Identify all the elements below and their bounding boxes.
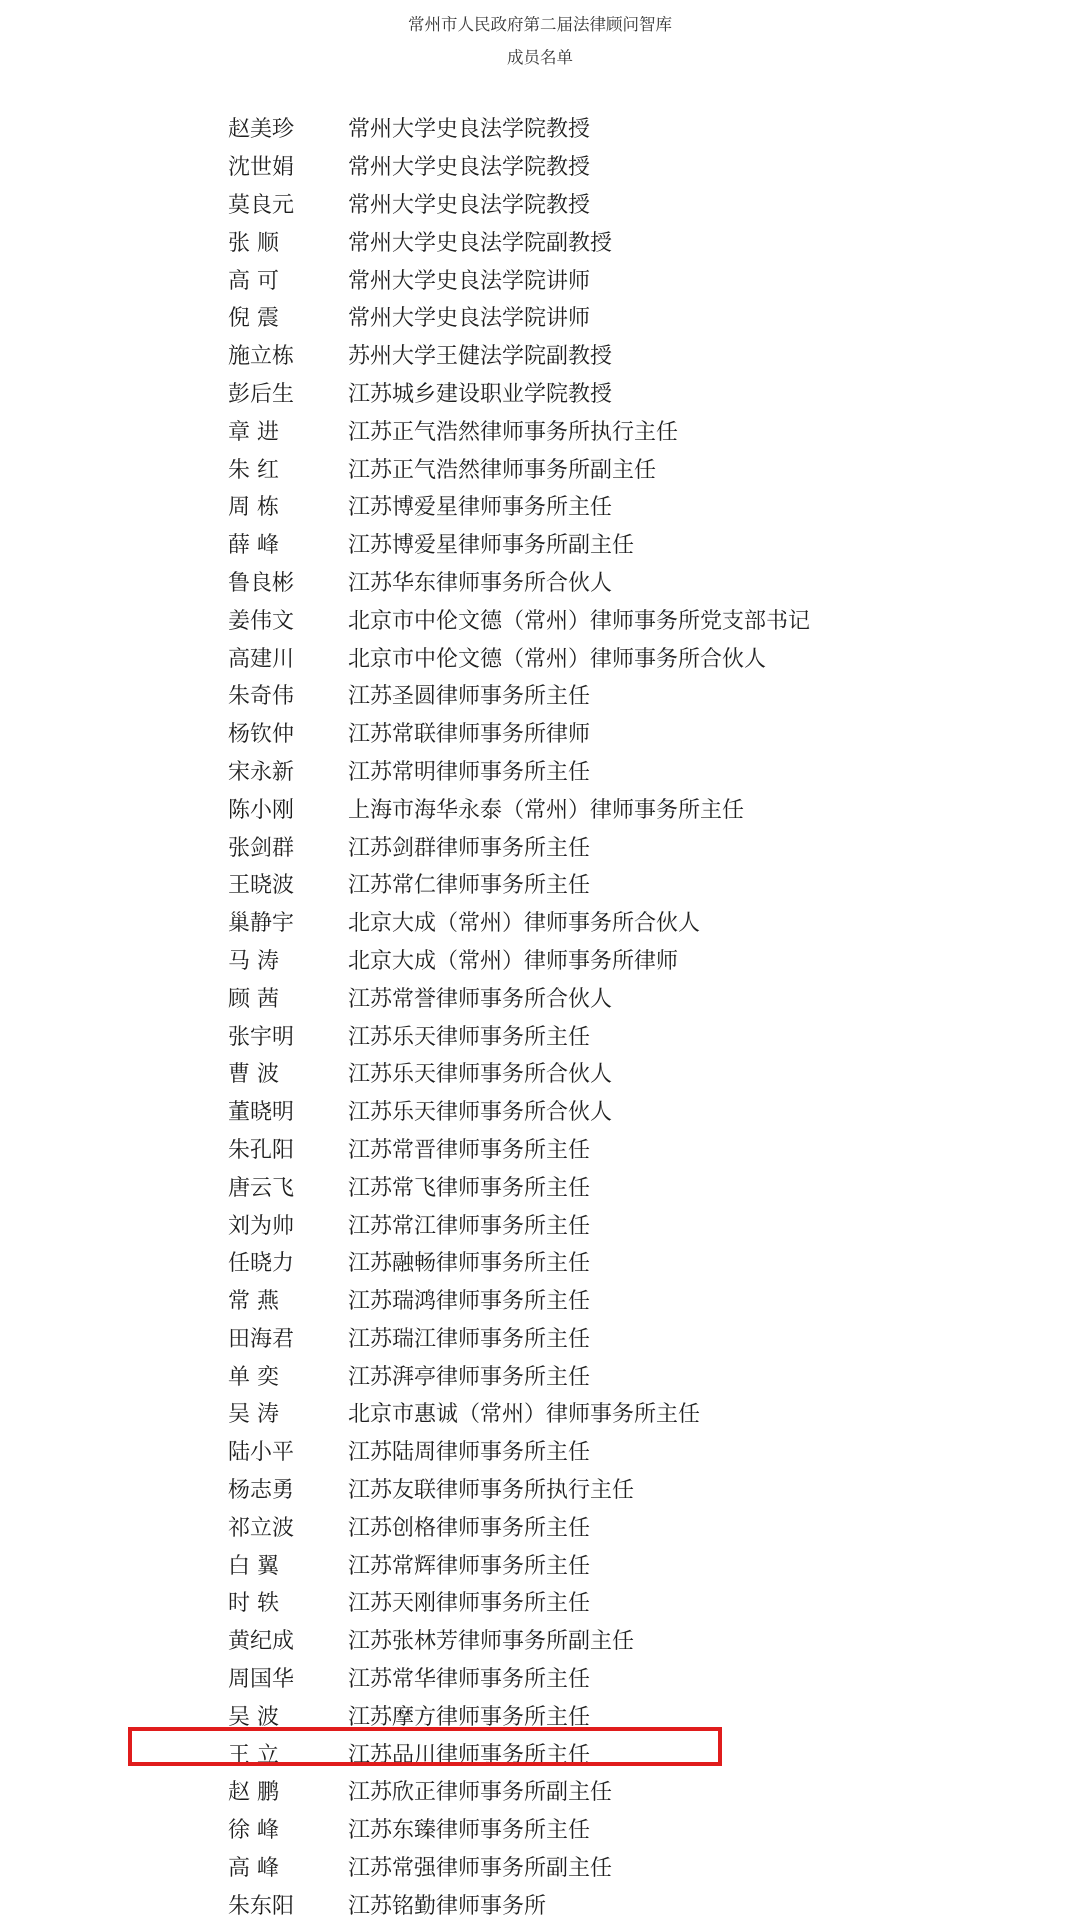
member-name: 高 可: [228, 268, 279, 294]
member-title: 江苏博爱星律师事务所副主任: [348, 533, 635, 559]
member-row: [228, 638, 1008, 676]
member-name: 莫良元: [228, 192, 295, 218]
member-name: 刘为帅: [228, 1213, 295, 1239]
document-header: [0, 8, 1080, 74]
member-name: 张宇明: [228, 1024, 295, 1050]
member-row: [228, 1545, 1008, 1583]
member-title: 江苏常辉律师事务所主任: [348, 1553, 591, 1579]
member-name: 鲁良彬: [228, 570, 295, 596]
member-name: 张 顺: [228, 230, 279, 256]
member-row: [228, 1356, 1008, 1394]
member-name: 高建川: [228, 646, 295, 672]
member-name: 周 栋: [228, 495, 279, 521]
highlight-box: [128, 1727, 722, 1766]
member-name: 唐云飞: [228, 1175, 295, 1201]
member-title: 江苏博爱星律师事务所主任: [348, 495, 613, 521]
member-title: 江苏常仁律师事务所主任: [348, 873, 591, 899]
member-row: [228, 1659, 1008, 1697]
member-title: 江苏剑群律师事务所主任: [348, 835, 591, 861]
member-name: 施立栋: [228, 344, 295, 370]
member-name: 赵美珍: [228, 117, 295, 143]
member-title: 北京市中伦文德（常州）律师事务所党支部书记: [348, 608, 811, 634]
member-row: [228, 487, 1008, 525]
member-title: 江苏华东律师事务所合伙人: [348, 570, 613, 596]
member-name: 黄纪成: [228, 1629, 295, 1655]
member-row: [228, 1394, 1008, 1432]
member-title: 上海市海华永泰（常州）律师事务所主任: [348, 797, 745, 823]
member-name: 祁立波: [228, 1515, 295, 1541]
member-row: [228, 1848, 1008, 1886]
document-subtitle: 成员名单: [507, 48, 573, 67]
member-row: [228, 1205, 1008, 1243]
member-row: [228, 336, 1008, 374]
member-row: [228, 298, 1008, 336]
member-name: 杨志勇: [228, 1478, 295, 1504]
member-row: [228, 1319, 1008, 1357]
member-name: 巢静宇: [228, 911, 295, 937]
member-title: 常州大学史良法学院教授: [348, 155, 591, 181]
member-name: 任晓力: [228, 1251, 295, 1277]
member-row: [228, 941, 1008, 979]
member-name: 赵 鹏: [228, 1780, 279, 1806]
member-row: [228, 1092, 1008, 1130]
member-title: 江苏摩方律师事务所主任: [348, 1704, 591, 1730]
member-title: 江苏天刚律师事务所主任: [348, 1591, 591, 1617]
member-row: [228, 1016, 1008, 1054]
member-row: [228, 1621, 1008, 1659]
member-title: 江苏常明律师事务所主任: [348, 759, 591, 785]
member-name: 常 燕: [228, 1289, 279, 1315]
member-title: 常州大学史良法学院教授: [348, 192, 591, 218]
member-name: 薛 峰: [228, 533, 279, 559]
member-name: 周国华: [228, 1667, 295, 1693]
member-row: [228, 978, 1008, 1016]
member-name: 马 涛: [228, 948, 279, 974]
member-row: [228, 600, 1008, 638]
member-row: [228, 374, 1008, 412]
member-row: [228, 1432, 1008, 1470]
member-name: 曹 波: [228, 1062, 279, 1088]
member-row: [228, 789, 1008, 827]
member-title: 江苏欣正律师事务所副主任: [348, 1780, 613, 1806]
member-name: 吴 波: [228, 1704, 279, 1730]
member-row: [228, 1772, 1008, 1810]
member-row: [228, 563, 1008, 601]
member-row: [228, 1507, 1008, 1545]
member-title: 北京市中伦文德（常州）律师事务所合伙人: [348, 646, 767, 672]
member-name: 陈小刚: [228, 797, 295, 823]
member-row: [228, 1167, 1008, 1205]
member-name: 陆小平: [228, 1440, 295, 1466]
member-name: 顾 茜: [228, 986, 279, 1012]
member-name: 王 立: [228, 1742, 279, 1768]
member-row: [228, 752, 1008, 790]
member-title: 江苏张林芳律师事务所副主任: [348, 1629, 635, 1655]
member-title: 常州大学史良法学院讲师: [348, 268, 591, 294]
member-title: 江苏常强律师事务所副主任: [348, 1856, 613, 1882]
member-row: [228, 260, 1008, 298]
member-title: 江苏常飞律师事务所主任: [348, 1175, 591, 1201]
member-title: 江苏常誉律师事务所合伙人: [348, 986, 613, 1012]
member-title: 江苏融畅律师事务所主任: [348, 1251, 591, 1277]
member-title: 江苏铭勤律师事务所: [348, 1893, 547, 1919]
member-name: 单 奕: [228, 1364, 279, 1390]
member-title: 江苏友联律师事务所执行主任: [348, 1478, 635, 1504]
member-row: [228, 1130, 1008, 1168]
member-name: 倪 震: [228, 306, 279, 332]
member-name: 董晓明: [228, 1100, 295, 1126]
member-row: [228, 903, 1008, 941]
member-title: 江苏瑞鸿律师事务所主任: [348, 1289, 591, 1315]
member-name: 白 翼: [228, 1553, 279, 1579]
member-title: 江苏品川律师事务所主任: [348, 1742, 591, 1768]
member-row: [228, 865, 1008, 903]
member-row: [228, 525, 1008, 563]
member-title: 苏州大学王健法学院副教授: [348, 344, 613, 370]
member-title: 江苏东臻律师事务所主任: [348, 1818, 591, 1844]
member-name: 朱东阳: [228, 1893, 295, 1919]
member-name: 姜伟文: [228, 608, 295, 634]
member-row: [228, 222, 1008, 260]
member-title: 江苏常江律师事务所主任: [348, 1213, 591, 1239]
member-title: 江苏城乡建设职业学院教授: [348, 381, 613, 407]
member-title: 江苏常联律师事务所律师: [348, 722, 591, 748]
member-name: 彭后生: [228, 381, 295, 407]
member-row: [228, 676, 1008, 714]
member-name: 沈世娟: [228, 155, 295, 181]
member-title: 江苏湃亭律师事务所主任: [348, 1364, 591, 1390]
member-title: 常州大学史良法学院副教授: [348, 230, 613, 256]
member-name: 张剑群: [228, 835, 295, 861]
member-row: [228, 1243, 1008, 1281]
member-title: 北京大成（常州）律师事务所律师: [348, 948, 679, 974]
member-name: 杨钦仲: [228, 722, 295, 748]
member-list: [228, 109, 1008, 1923]
member-row: [228, 109, 1008, 147]
member-row: [228, 1810, 1008, 1848]
member-row: [228, 1470, 1008, 1508]
member-title: 常州大学史良法学院讲师: [348, 306, 591, 332]
member-name: 王晓波: [228, 873, 295, 899]
member-name: 吴 涛: [228, 1402, 279, 1428]
member-name: 朱 红: [228, 457, 279, 483]
member-name: 时 轶: [228, 1591, 279, 1617]
member-title: 江苏常晋律师事务所主任: [348, 1137, 591, 1163]
member-name: 徐 峰: [228, 1818, 279, 1844]
member-title: 江苏正气浩然律师事务所执行主任: [348, 419, 679, 445]
member-title: 江苏创格律师事务所主任: [348, 1515, 591, 1541]
member-row: [228, 147, 1008, 185]
member-title: 江苏正气浩然律师事务所副主任: [348, 457, 657, 483]
member-row: [228, 449, 1008, 487]
member-title: 北京大成（常州）律师事务所合伙人: [348, 911, 701, 937]
member-title: 江苏圣圆律师事务所主任: [348, 684, 591, 710]
member-row: [228, 827, 1008, 865]
member-name: 朱孔阳: [228, 1137, 295, 1163]
member-title: 江苏瑞江律师事务所主任: [348, 1326, 591, 1352]
member-row: [228, 1281, 1008, 1319]
member-name: 朱奇伟: [228, 684, 295, 710]
member-title: 江苏乐天律师事务所主任: [348, 1024, 591, 1050]
member-row: [228, 714, 1008, 752]
member-title: 江苏乐天律师事务所合伙人: [348, 1062, 613, 1088]
member-title: 江苏乐天律师事务所合伙人: [348, 1100, 613, 1126]
member-title: 江苏常华律师事务所主任: [348, 1667, 591, 1693]
member-row: [228, 411, 1008, 449]
document-title: 常州市人民政府第二届法律顾问智库: [408, 15, 672, 34]
member-row: [228, 1054, 1008, 1092]
member-name: 章 进: [228, 419, 279, 445]
member-title: 江苏陆周律师事务所主任: [348, 1440, 591, 1466]
member-name: 高 峰: [228, 1856, 279, 1882]
member-name: 宋永新: [228, 759, 295, 785]
member-title: 常州大学史良法学院教授: [348, 117, 591, 143]
member-row: [228, 1885, 1008, 1923]
member-title: 北京市惠诚（常州）律师事务所主任: [348, 1402, 701, 1428]
member-row: [228, 1583, 1008, 1621]
member-row: [228, 185, 1008, 223]
member-name: 田海君: [228, 1326, 295, 1352]
